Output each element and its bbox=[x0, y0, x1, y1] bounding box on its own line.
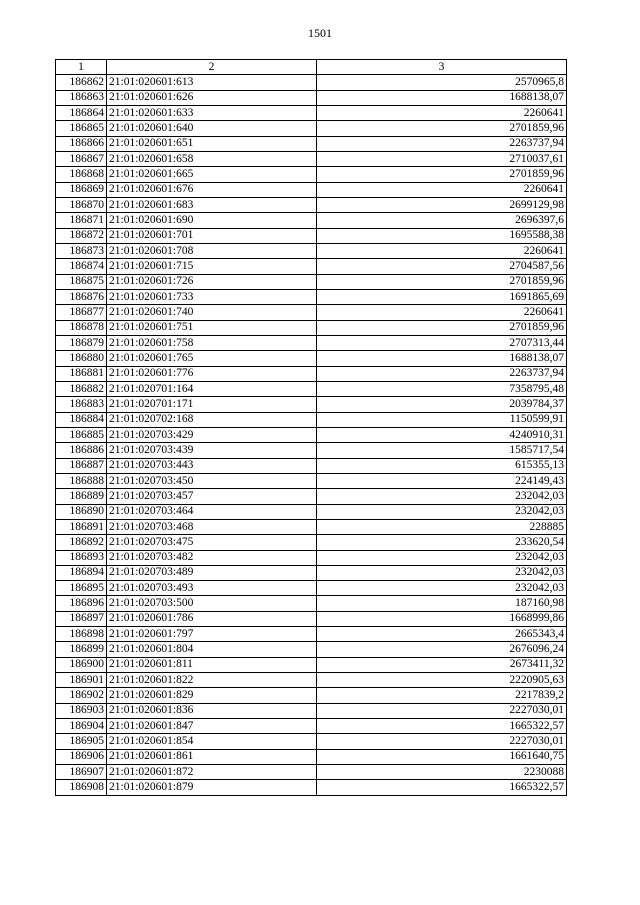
table-row bbox=[56, 412, 567, 427]
cadastral-number-cell: 21:01:020601:640 bbox=[107, 121, 317, 136]
table-row bbox=[56, 366, 567, 381]
row-number-cell: 186907 bbox=[56, 765, 107, 780]
value-cell: 2260641 bbox=[317, 105, 567, 120]
value-cell: 2230088 bbox=[317, 765, 567, 780]
row-number-cell: 186889 bbox=[56, 489, 107, 504]
table-row bbox=[56, 719, 567, 734]
cadastral-number-cell: 21:01:020601:804 bbox=[107, 642, 317, 657]
data-table bbox=[55, 59, 567, 796]
value-cell: 2707313,44 bbox=[317, 335, 567, 350]
table-row bbox=[56, 335, 567, 350]
value-cell: 1665322,57 bbox=[317, 719, 567, 734]
table-row bbox=[56, 489, 567, 504]
cadastral-number-cell: 21:01:020601:740 bbox=[107, 305, 317, 320]
cadastral-number-cell: 21:01:020601:676 bbox=[107, 182, 317, 197]
value-cell: 2701859,96 bbox=[317, 167, 567, 182]
table-row bbox=[56, 611, 567, 626]
cadastral-number-cell: 21:01:020701:171 bbox=[107, 397, 317, 412]
cadastral-number-cell: 21:01:020601:765 bbox=[107, 351, 317, 366]
row-number-cell: 186879 bbox=[56, 335, 107, 350]
value-cell: 2263737,94 bbox=[317, 136, 567, 151]
value-cell: 2039784,37 bbox=[317, 397, 567, 412]
table-row bbox=[56, 305, 567, 320]
row-number-cell: 186866 bbox=[56, 136, 107, 151]
cadastral-number-cell: 21:01:020601:701 bbox=[107, 228, 317, 243]
cadastral-number-cell: 21:01:020703:489 bbox=[107, 565, 317, 580]
cadastral-number-cell: 21:01:020601:872 bbox=[107, 765, 317, 780]
value-cell: 2673411,32 bbox=[317, 657, 567, 672]
cadastral-number-cell: 21:01:020703:464 bbox=[107, 504, 317, 519]
value-cell: 2701859,96 bbox=[317, 320, 567, 335]
table-row bbox=[56, 397, 567, 412]
row-number-cell: 186883 bbox=[56, 397, 107, 412]
value-cell: 2696397,6 bbox=[317, 213, 567, 228]
row-number-cell: 186894 bbox=[56, 565, 107, 580]
table-row bbox=[56, 581, 567, 596]
table-row bbox=[56, 780, 567, 795]
cadastral-number-cell: 21:01:020601:683 bbox=[107, 197, 317, 212]
cadastral-number-cell: 21:01:020703:468 bbox=[107, 519, 317, 534]
cadastral-number-cell: 21:01:020703:482 bbox=[107, 550, 317, 565]
row-number-cell: 186868 bbox=[56, 167, 107, 182]
value-cell: 1688138,07 bbox=[317, 90, 567, 105]
table-row bbox=[56, 105, 567, 120]
row-number-cell: 186869 bbox=[56, 182, 107, 197]
cadastral-number-cell: 21:01:020703:493 bbox=[107, 581, 317, 596]
row-number-cell: 186895 bbox=[56, 581, 107, 596]
value-cell: 228885 bbox=[317, 519, 567, 534]
row-number-cell: 186884 bbox=[56, 412, 107, 427]
row-number-cell: 186888 bbox=[56, 473, 107, 488]
table-row bbox=[56, 627, 567, 642]
cadastral-number-cell: 21:01:020601:626 bbox=[107, 90, 317, 105]
cadastral-number-cell: 21:01:020703:429 bbox=[107, 427, 317, 442]
row-number-cell: 186876 bbox=[56, 289, 107, 304]
cadastral-number-cell: 21:01:020601:658 bbox=[107, 151, 317, 166]
value-cell: 4240910,31 bbox=[317, 427, 567, 442]
value-cell: 224149,43 bbox=[317, 473, 567, 488]
cadastral-number-cell: 21:01:020601:854 bbox=[107, 734, 317, 749]
row-number-cell: 186900 bbox=[56, 657, 107, 672]
row-number-cell: 186893 bbox=[56, 550, 107, 565]
value-cell: 2220905,63 bbox=[317, 673, 567, 688]
table-row bbox=[56, 121, 567, 136]
table-row bbox=[56, 274, 567, 289]
table-row bbox=[56, 642, 567, 657]
table-row bbox=[56, 473, 567, 488]
row-number-cell: 186871 bbox=[56, 213, 107, 228]
table-row bbox=[56, 519, 567, 534]
cadastral-number-cell: 21:01:020703:450 bbox=[107, 473, 317, 488]
value-cell: 2701859,96 bbox=[317, 274, 567, 289]
table-row bbox=[56, 90, 567, 105]
row-number-cell: 186896 bbox=[56, 596, 107, 611]
cadastral-number-cell: 21:01:020601:822 bbox=[107, 673, 317, 688]
cadastral-number-cell: 21:01:020601:751 bbox=[107, 320, 317, 335]
value-cell: 1585717,54 bbox=[317, 443, 567, 458]
table-row bbox=[56, 259, 567, 274]
row-number-cell: 186875 bbox=[56, 274, 107, 289]
value-cell: 1695588,38 bbox=[317, 228, 567, 243]
column-header-2: 2 bbox=[107, 60, 317, 75]
cadastral-number-cell: 21:01:020601:786 bbox=[107, 611, 317, 626]
table-row bbox=[56, 550, 567, 565]
table-row bbox=[56, 243, 567, 258]
cadastral-number-cell: 21:01:020601:708 bbox=[107, 243, 317, 258]
table-row bbox=[56, 197, 567, 212]
cadastral-number-cell: 21:01:020601:733 bbox=[107, 289, 317, 304]
table-row bbox=[56, 320, 567, 335]
cadastral-number-cell: 21:01:020601:758 bbox=[107, 335, 317, 350]
cadastral-number-cell: 21:01:020601:776 bbox=[107, 366, 317, 381]
cadastral-number-cell: 21:01:020601:613 bbox=[107, 75, 317, 90]
value-cell: 1661640,75 bbox=[317, 749, 567, 764]
table-row bbox=[56, 213, 567, 228]
cadastral-number-cell: 21:01:020601:836 bbox=[107, 703, 317, 718]
cadastral-number-cell: 21:01:020601:811 bbox=[107, 657, 317, 672]
cadastral-number-cell: 21:01:020601:715 bbox=[107, 259, 317, 274]
column-header-1: 1 bbox=[56, 60, 107, 75]
table-row bbox=[56, 351, 567, 366]
table-row bbox=[56, 151, 567, 166]
table-row bbox=[56, 565, 567, 580]
cadastral-number-cell: 21:01:020601:879 bbox=[107, 780, 317, 795]
cadastral-number-cell: 21:01:020601:861 bbox=[107, 749, 317, 764]
value-cell: 2710037,61 bbox=[317, 151, 567, 166]
row-number-cell: 186908 bbox=[56, 780, 107, 795]
row-number-cell: 186863 bbox=[56, 90, 107, 105]
value-cell: 232042,03 bbox=[317, 504, 567, 519]
value-cell: 2260641 bbox=[317, 305, 567, 320]
cadastral-number-cell: 21:01:020601:633 bbox=[107, 105, 317, 120]
table-row bbox=[56, 458, 567, 473]
row-number-cell: 186865 bbox=[56, 121, 107, 136]
table-row bbox=[56, 427, 567, 442]
cadastral-number-cell: 21:01:020601:651 bbox=[107, 136, 317, 151]
value-cell: 1668999,86 bbox=[317, 611, 567, 626]
row-number-cell: 186872 bbox=[56, 228, 107, 243]
value-cell: 2701859,96 bbox=[317, 121, 567, 136]
row-number-cell: 186905 bbox=[56, 734, 107, 749]
value-cell: 1150599,91 bbox=[317, 412, 567, 427]
cadastral-number-cell: 21:01:020601:665 bbox=[107, 167, 317, 182]
cadastral-number-cell: 21:01:020703:439 bbox=[107, 443, 317, 458]
table-row bbox=[56, 381, 567, 396]
table-body bbox=[56, 75, 567, 795]
cadastral-number-cell: 21:01:020703:475 bbox=[107, 535, 317, 550]
cadastral-number-cell: 21:01:020702:168 bbox=[107, 412, 317, 427]
row-number-cell: 186897 bbox=[56, 611, 107, 626]
value-cell: 615355,13 bbox=[317, 458, 567, 473]
value-cell: 2699129,98 bbox=[317, 197, 567, 212]
value-cell: 2665343,4 bbox=[317, 627, 567, 642]
table-row bbox=[56, 136, 567, 151]
row-number-cell: 186864 bbox=[56, 105, 107, 120]
row-number-cell: 186892 bbox=[56, 535, 107, 550]
table-row bbox=[56, 182, 567, 197]
value-cell: 2676096,24 bbox=[317, 642, 567, 657]
cadastral-number-cell: 21:01:020703:443 bbox=[107, 458, 317, 473]
row-number-cell: 186873 bbox=[56, 243, 107, 258]
table-row bbox=[56, 443, 567, 458]
table-row bbox=[56, 673, 567, 688]
value-cell: 2227030,01 bbox=[317, 734, 567, 749]
page-number: 1501 bbox=[308, 26, 332, 40]
row-number-cell: 186890 bbox=[56, 504, 107, 519]
cadastral-number-cell: 21:01:020701:164 bbox=[107, 381, 317, 396]
row-number-cell: 186880 bbox=[56, 351, 107, 366]
value-cell: 2260641 bbox=[317, 243, 567, 258]
row-number-cell: 186898 bbox=[56, 627, 107, 642]
cadastral-number-cell: 21:01:020703:457 bbox=[107, 489, 317, 504]
value-cell: 2217839,2 bbox=[317, 688, 567, 703]
table-row bbox=[56, 765, 567, 780]
table-header bbox=[56, 60, 567, 75]
value-cell: 232042,03 bbox=[317, 581, 567, 596]
row-number-cell: 186878 bbox=[56, 320, 107, 335]
row-number-cell: 186906 bbox=[56, 749, 107, 764]
value-cell: 2570965,8 bbox=[317, 75, 567, 90]
table-row bbox=[56, 289, 567, 304]
header-row bbox=[56, 60, 567, 75]
value-cell: 1688138,07 bbox=[317, 351, 567, 366]
value-cell: 2227030,01 bbox=[317, 703, 567, 718]
table-row bbox=[56, 688, 567, 703]
row-number-cell: 186887 bbox=[56, 458, 107, 473]
row-number-cell: 186877 bbox=[56, 305, 107, 320]
column-header-3: 3 bbox=[317, 60, 567, 75]
table-row bbox=[56, 75, 567, 90]
row-number-cell: 186904 bbox=[56, 719, 107, 734]
value-cell: 1665322,57 bbox=[317, 780, 567, 795]
row-number-cell: 186882 bbox=[56, 381, 107, 396]
cadastral-number-cell: 21:01:020601:847 bbox=[107, 719, 317, 734]
row-number-cell: 186885 bbox=[56, 427, 107, 442]
table-row bbox=[56, 734, 567, 749]
table-row bbox=[56, 749, 567, 764]
value-cell: 2704587,56 bbox=[317, 259, 567, 274]
row-number-cell: 186862 bbox=[56, 75, 107, 90]
row-number-cell: 186870 bbox=[56, 197, 107, 212]
table-row bbox=[56, 703, 567, 718]
value-cell: 2263737,94 bbox=[317, 366, 567, 381]
row-number-cell: 186886 bbox=[56, 443, 107, 458]
table-row bbox=[56, 596, 567, 611]
row-number-cell: 186901 bbox=[56, 673, 107, 688]
cadastral-number-cell: 21:01:020601:726 bbox=[107, 274, 317, 289]
cadastral-number-cell: 21:01:020601:829 bbox=[107, 688, 317, 703]
row-number-cell: 186867 bbox=[56, 151, 107, 166]
cadastral-number-cell: 21:01:020703:500 bbox=[107, 596, 317, 611]
table-row bbox=[56, 535, 567, 550]
row-number-cell: 186899 bbox=[56, 642, 107, 657]
table-row bbox=[56, 228, 567, 243]
row-number-cell: 186902 bbox=[56, 688, 107, 703]
value-cell: 232042,03 bbox=[317, 565, 567, 580]
value-cell: 233620,54 bbox=[317, 535, 567, 550]
value-cell: 232042,03 bbox=[317, 489, 567, 504]
value-cell: 187160,98 bbox=[317, 596, 567, 611]
value-cell: 1691865,69 bbox=[317, 289, 567, 304]
row-number-cell: 186891 bbox=[56, 519, 107, 534]
table-row bbox=[56, 167, 567, 182]
cadastral-number-cell: 21:01:020601:797 bbox=[107, 627, 317, 642]
value-cell: 7358795,48 bbox=[317, 381, 567, 396]
cadastral-number-cell: 21:01:020601:690 bbox=[107, 213, 317, 228]
row-number-cell: 186881 bbox=[56, 366, 107, 381]
row-number-cell: 186874 bbox=[56, 259, 107, 274]
table-row bbox=[56, 657, 567, 672]
row-number-cell: 186903 bbox=[56, 703, 107, 718]
value-cell: 2260641 bbox=[317, 182, 567, 197]
value-cell: 232042,03 bbox=[317, 550, 567, 565]
table-row bbox=[56, 504, 567, 519]
